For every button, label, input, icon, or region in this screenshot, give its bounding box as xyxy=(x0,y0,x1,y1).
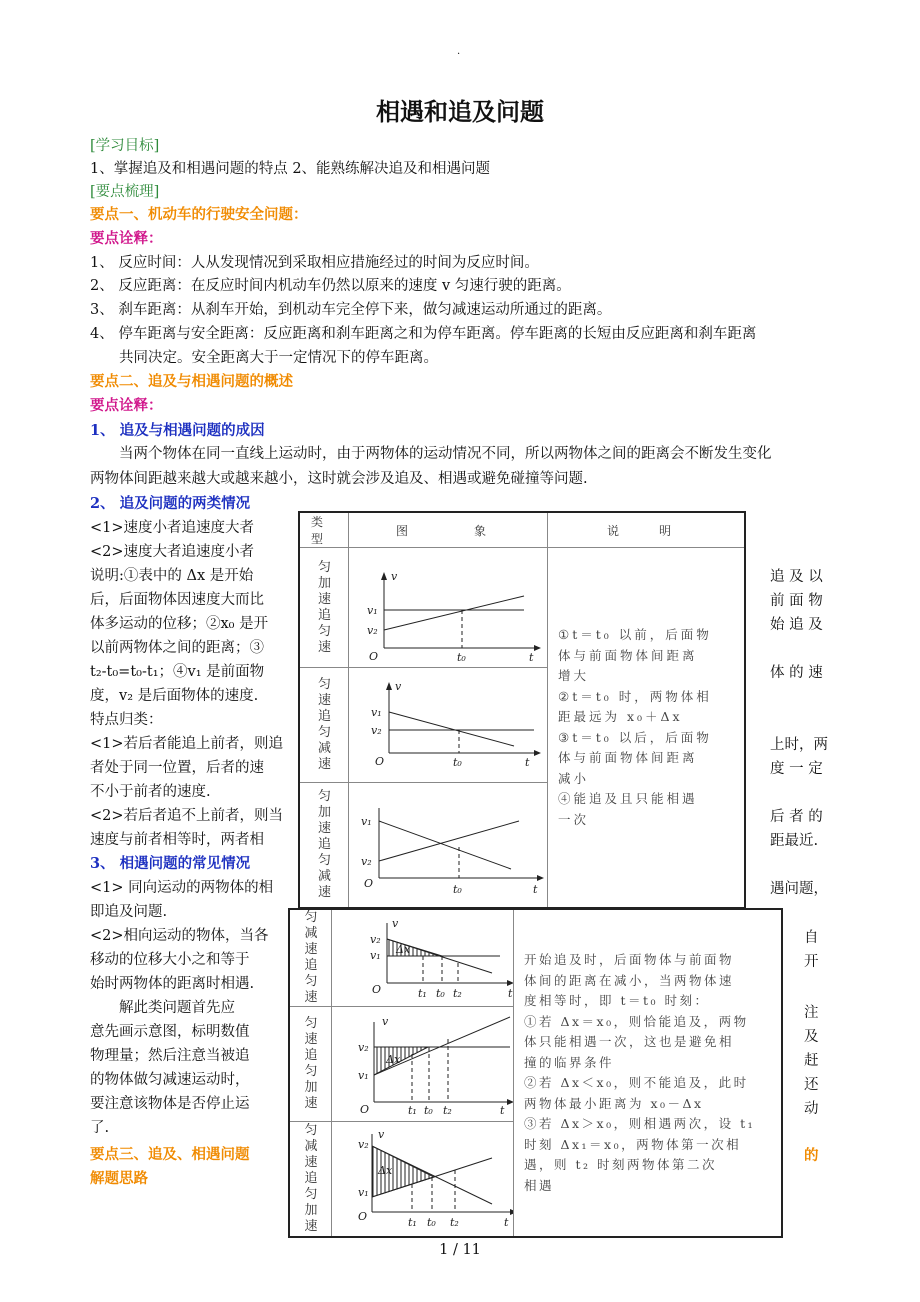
point1-explanation-label: 要点诠释： xyxy=(90,230,163,247)
left-text-line: <2>相向运动的物体，当各 xyxy=(90,928,269,944)
graph-label: t₂ xyxy=(453,987,462,1000)
right-fragment: 度 一 定 xyxy=(770,761,823,777)
graph-label: t₁ xyxy=(418,987,427,1000)
graph-label: v₁ xyxy=(358,1186,369,1199)
right-fragment: 赶 xyxy=(804,1053,819,1069)
summary-label: [要点梳理] xyxy=(90,184,160,200)
left-text-line: 度，v₂ 是后面物体的速度. xyxy=(90,688,259,704)
graph-label: t xyxy=(525,756,530,769)
explanation-line: 一次 xyxy=(558,811,590,827)
explanation-line: ③若 Δx＞x₀，则相遇两次，设 t₁ xyxy=(524,1116,756,1131)
graph-label: t₀ xyxy=(453,883,462,896)
graph-label: t₂ xyxy=(443,1104,452,1117)
velocity-time-graph xyxy=(332,1122,513,1232)
header-explanation: 说 明 xyxy=(548,512,746,548)
velocity-time-graph xyxy=(349,783,547,903)
right-fragment: 追 及 以 xyxy=(770,569,823,585)
section1-line: 两物体间距越来越大或越来越小，这时就会涉及追及、相遇或避免碰撞等问题. xyxy=(90,471,588,487)
explanation-line: ④能追及且只能相遇 xyxy=(558,791,698,806)
section1-title: 1、 追及与相遇问题的成因 xyxy=(90,422,265,439)
meeting-cases-table xyxy=(288,908,783,1238)
graph-label: O xyxy=(364,877,374,890)
chase-types-table xyxy=(298,511,746,909)
graph-label: Δx xyxy=(396,943,411,956)
explanation-line: 撞的临界条件 xyxy=(524,1054,615,1070)
right-fragment: 还 xyxy=(804,1077,819,1093)
row-type: 匀加速追匀速 xyxy=(318,559,332,655)
right-fragment: 体 的 速 xyxy=(770,665,823,681)
graph-label: O xyxy=(369,650,379,663)
section2-title: 2、 追及问题的两类情况 xyxy=(90,495,251,512)
graph-label: v₁ xyxy=(367,604,378,617)
left-text-line: 了. xyxy=(90,1120,110,1136)
graph-label: t₀ xyxy=(457,651,466,663)
velocity-time-graph xyxy=(332,911,513,1001)
left-text-line: 者处于同一位置，后者的速 xyxy=(90,760,264,776)
graph-label: t₀ xyxy=(453,756,462,769)
explanation-line: 开始追及时，后面物体与前面物 xyxy=(524,952,735,967)
explanation-line: 体与前面物体间距离 xyxy=(558,750,698,765)
left-text-line: 以前两物体之间的距离；③ xyxy=(90,640,264,656)
goals-label: [学习目标] xyxy=(90,138,160,154)
graph-label: v xyxy=(382,1015,389,1028)
point1-item: 共同决定。安全距离大于一定情况下的停车距离。 xyxy=(119,350,438,366)
explanation-line: 相遇 xyxy=(524,1177,555,1193)
left-text-line: 的物体做匀减速运动时， xyxy=(90,1072,250,1088)
left-text-line: 要注意该物体是否停止运 xyxy=(90,1096,250,1112)
graph-label: t₀ xyxy=(427,1216,436,1229)
left-text-line: 始时两物体的距离时相遇. xyxy=(90,976,255,992)
graph-label: t xyxy=(508,987,513,1000)
graph-label: Δx xyxy=(378,1164,393,1177)
graph-label: t₀ xyxy=(424,1104,433,1117)
left-text-line: <2>速度大者追速度小者 xyxy=(90,544,255,560)
header-mark: . xyxy=(457,46,461,57)
left-text-line: 解此类问题首先应 xyxy=(90,1000,235,1016)
goals-text: 1、掌握追及和相遇问题的特点 2、能熟练解决追及和相遇问题 xyxy=(90,161,491,177)
explanation-line: 增大 xyxy=(558,668,590,683)
right-fragment: 遇问题， xyxy=(770,881,828,897)
graph-label: v₂ xyxy=(358,1138,369,1151)
page-number: 1 / 11 xyxy=(439,1242,481,1258)
left-text-line: <2>若后者追不上前者，则当 xyxy=(90,808,284,824)
left-text-line: 后，后面物体因速度大而比 xyxy=(90,592,264,608)
left-text-line: <1>若后者能追上前者，则追 xyxy=(90,736,284,752)
graph-label: Δx xyxy=(386,1053,401,1066)
velocity-time-graph xyxy=(332,1007,513,1117)
graph-label: O xyxy=(375,755,385,768)
table2-explanation xyxy=(514,909,783,1237)
graph-label: v₂ xyxy=(361,855,372,868)
right-fragment: 上时，两 xyxy=(770,737,828,753)
point1-item: 3、 刹车距离：从刹车开始，到机动车完全停下来，做匀减速运动所通过的距离。 xyxy=(90,302,612,318)
row-type: 匀减速追匀加速 xyxy=(304,1123,318,1234)
explanation-line: 两物体最小距离为 x₀－Δx xyxy=(524,1095,704,1111)
point3-title: 要点三、追及、相遇问题 xyxy=(90,1146,250,1163)
graph-label: O xyxy=(372,983,382,996)
graph-label: t xyxy=(500,1104,505,1117)
graph-label: O xyxy=(358,1210,368,1223)
right-fragment: 开 xyxy=(804,954,819,970)
right-fragment: 动 xyxy=(804,1101,819,1117)
page-title: 相遇和追及问题 xyxy=(376,98,544,126)
row-type: 匀速追匀减速 xyxy=(318,677,332,772)
header-graph: 图 象 xyxy=(349,512,548,548)
explanation-line: ①若 Δx＝x₀，则恰能追及，两物 xyxy=(524,1013,749,1029)
velocity-time-graph xyxy=(349,548,547,663)
left-text-line: 速度与前者相等时，两者相 xyxy=(90,832,264,848)
explanation-line: 体与前面物体间距离 xyxy=(558,647,698,663)
velocity-time-graph xyxy=(349,668,547,778)
graph-label: O xyxy=(360,1103,370,1116)
graph-label: v₁ xyxy=(361,815,372,828)
right-fragment: 距最近. xyxy=(770,833,819,849)
right-fragment: 的 xyxy=(804,1147,819,1164)
right-fragment: 前 面 物 xyxy=(770,593,823,609)
graph-label: t₁ xyxy=(408,1104,417,1117)
table1-explanation xyxy=(548,548,746,909)
graph-label: v₂ xyxy=(367,624,378,637)
right-fragment: 自 xyxy=(804,930,819,946)
right-fragment: 注 xyxy=(804,1005,819,1021)
explanation-line: ②若 Δx＜x₀，则不能追及，此时 xyxy=(524,1075,749,1090)
left-text-line: 意先画示意图，标明数值 xyxy=(90,1024,250,1040)
explanation-line: ②t＝t₀ 时，两物体相 xyxy=(558,688,712,704)
graph-label: v₂ xyxy=(358,1041,369,1054)
graph-label: v xyxy=(391,570,398,583)
graph-label: v₂ xyxy=(370,933,381,946)
explanation-line: ③t＝t₀ 以后，后面物 xyxy=(558,729,712,745)
point2-explanation-label: 要点诠释： xyxy=(90,397,163,414)
section1-line: 当两个物体在同一直线上运动时，由于两物体的运动情况不同，所以两物体之间的距离会不断发生变化 xyxy=(119,446,772,462)
graph-label: t xyxy=(504,1216,509,1229)
right-fragment: 及 xyxy=(804,1029,819,1045)
graph-label: t₂ xyxy=(450,1216,459,1229)
left-text-line: 物理量；然后注意当被追 xyxy=(90,1048,250,1064)
point1-title: 要点一、机动车的行驶安全问题： xyxy=(90,206,308,223)
left-text-line: 即追及问题. xyxy=(90,904,168,920)
explanation-line: 距最远为 x₀＋Δx xyxy=(558,709,683,724)
left-text-line: 特点归类： xyxy=(90,712,163,728)
graph-label: t xyxy=(533,883,538,896)
left-text-line: 不小于前者的速度. xyxy=(90,784,211,800)
graph-label: v₁ xyxy=(358,1069,369,1082)
explanation-line: 时刻 Δx₁＝x₀，两物体第一次相 xyxy=(524,1136,742,1152)
row-type: 匀减速追匀速 xyxy=(304,910,318,1005)
header-type: 类 型 xyxy=(299,512,349,548)
point1-item: 4、 停车距离与安全距离：反应距离和刹车距离之和为停车距离。停车距离的长短由反应距离和刹车距离 xyxy=(90,326,757,342)
explanation-line: 减小 xyxy=(558,770,590,786)
point1-item: 1、 反应时间：人从发现情况到采取相应措施经过的时间为反应时间。 xyxy=(90,255,539,271)
point1-item: 2、 反应距离：在反应时间内机动车仍然以原来的速度 v 匀速行驶的距离。 xyxy=(90,278,571,294)
row-type: 匀速追匀加速 xyxy=(304,1016,318,1111)
left-text-line: <1> 同向运动的两物体的相 xyxy=(90,880,274,896)
right-fragment: 始 追 及 xyxy=(770,617,823,633)
explanation-line: ①t＝t₀ 以前，后面物 xyxy=(558,627,712,642)
point3-title: 解题思路 xyxy=(90,1170,148,1187)
graph-label: t₀ xyxy=(436,987,445,1000)
left-text-line: 说明:①表中的 Δx 是开始 xyxy=(90,568,254,584)
explanation-line: 遇，则 t₂ 时刻两物体第二次 xyxy=(524,1157,717,1172)
left-text-line: 移动的位移大小之和等于 xyxy=(90,952,250,968)
explanation-line: 度相等时，即 t＝t₀ 时刻： xyxy=(524,993,710,1008)
graph-label: v xyxy=(392,917,399,930)
graph-label: v xyxy=(378,1128,385,1141)
explanation-line: 体只能相遇一次，这也是避免相 xyxy=(524,1034,735,1049)
explanation-line: 体间的距离在减小，当两物体速 xyxy=(524,972,735,988)
point2-title: 要点二、追及与相遇问题的概述 xyxy=(90,373,293,390)
graph-label: v₁ xyxy=(371,706,382,719)
graph-label: v₁ xyxy=(370,949,381,962)
left-text-line: t₂-t₀=t₀-t₁；④v₁ 是前面物 xyxy=(90,664,265,680)
graph-label: v xyxy=(395,680,402,693)
graph-label: t₁ xyxy=(408,1216,417,1229)
graph-label: v₂ xyxy=(371,724,382,737)
row-type: 匀加速追匀减速 xyxy=(318,789,332,900)
section3-title: 3、 相遇问题的常见情况 xyxy=(90,855,251,872)
graph-label: t xyxy=(529,651,534,663)
right-fragment: 后 者 的 xyxy=(770,809,823,825)
left-text-line: 体多运动的位移；②x₀ 是开 xyxy=(90,616,269,632)
left-text-line: <1>速度小者追速度大者 xyxy=(90,520,255,536)
